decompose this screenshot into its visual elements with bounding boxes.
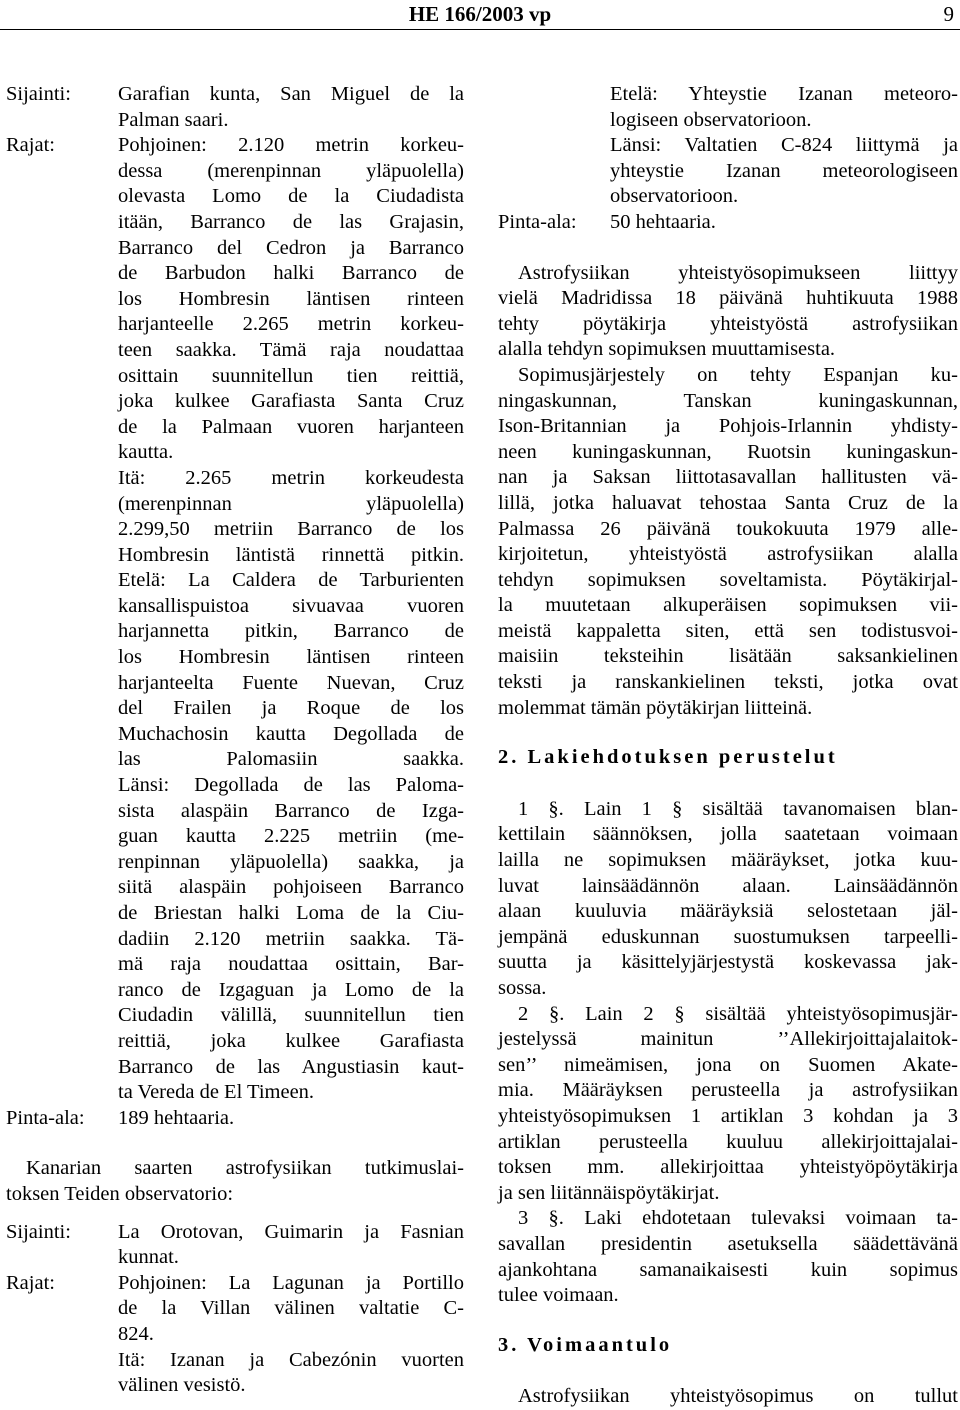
text-line: Hombresin läntistä rinnettä pitkin. — [118, 543, 464, 566]
text-line: kansallispuistoa sivuavaa vuoren — [118, 594, 464, 617]
text-line: harjanteelle 2.265 metrin korkeu- — [118, 313, 464, 336]
text-line: 1 §. Lain 1 § sisältää tavanomaisen blan- — [518, 797, 958, 820]
text-line: alaan kuuluvia määräyksiä selostetaan jäl- — [498, 900, 958, 923]
sijainti-row-1 — [6, 82, 464, 133]
text-line: siitä alaspäin pohjoiseen Barranco — [118, 876, 464, 899]
text-line: harjannetta pitkin, Barranco de — [118, 620, 464, 643]
section-heading-2: 2. Lakiehdotuksen perustelut — [498, 746, 838, 769]
text-line: suutta ja käsittelyjärjestystä koskevassa jak- — [498, 951, 958, 974]
rajat-value — [118, 1271, 464, 1399]
text-line: yhteystie Izanan meteorologiseen — [610, 159, 958, 182]
text-line: sen’’ nimeämisen, jona on Suomen Akate- — [498, 1053, 958, 1076]
text-line: osittain suunnitellun tien reittiä, — [118, 364, 464, 387]
etela-row — [498, 82, 958, 133]
pinta-ala-row — [498, 210, 958, 236]
text-line: reittiä, joka kulkee Garafiasta — [118, 1029, 464, 1052]
text-line: guan kautta 2.225 metriin (me- — [118, 825, 464, 848]
text-line: mia. Määräyksen perusteella ja astrofysiikan — [498, 1079, 958, 1102]
text-line: Muchachosin kautta Degollada de — [118, 722, 464, 745]
text-line: dessa (merenpinnan yläpuolella) — [118, 159, 464, 182]
text-line: jempänä eduskunnan suostumuksen tarpeelli- — [498, 925, 958, 948]
text-line: 2 §. Lain 2 § sisältää yhteistyösopimusjär- — [518, 1002, 958, 1025]
text-line: Pohjoinen: 2.120 metrin korkeu- — [118, 134, 464, 157]
rajat-row-2 — [6, 1271, 464, 1399]
text-line: itään, Barranco de las Grajasin, — [118, 210, 464, 233]
text-line: tulee voimaan. — [498, 1284, 619, 1307]
text-line: ranco de Izgaguan ja Lomo de la — [118, 978, 464, 1001]
text-line: Astrofysiikan yhteistyösopimus on tullut — [518, 1385, 958, 1408]
text-line: kettilain säännöksen, jolla saatetaan voimaan — [498, 823, 958, 846]
right-column — [498, 82, 958, 1410]
document-id: HE 166/2003 vp — [408, 2, 552, 26]
observatory-intro — [6, 1156, 464, 1207]
text-line: alalla tehdyn sopimuksen muuttamisesta. — [498, 338, 836, 361]
text-line: Etelä: Yhteystie Izanan meteoro- — [610, 83, 958, 105]
text-line: Itä: 2.265 metrin korkeudesta — [118, 466, 464, 489]
pinta-ala-row-1 — [6, 1106, 464, 1132]
text-line: Barranco de las Angustiasin kaut- — [118, 1055, 464, 1078]
text-line: kunnat. — [118, 1246, 179, 1269]
text-line: Astrofysiikan yhteistyösopimukseen liittyy — [518, 261, 958, 284]
text-line: yhteistyösopimuksen 1 artiklan 3 kohdan ja 3 — [498, 1104, 958, 1127]
text-line: toksen mm. allekirjoittaa yhteistyöpöytäkirja — [498, 1156, 958, 1179]
text-line: las Palomasiin saakka. — [118, 748, 464, 771]
text-line: Barranco del Cedron ja Barranco — [118, 236, 464, 259]
text-line: Etelä: La Caldera de Tarburienten — [118, 569, 464, 592]
paragraph-arrangement — [498, 363, 958, 721]
text-line: maisiin teksteihin lisätään saksankielinen — [498, 645, 958, 668]
sijainti-value — [118, 1220, 464, 1271]
pinta-ala-value: 189 hehtaaria. — [118, 1106, 235, 1129]
sijainti-label: Sijainti: — [6, 83, 71, 105]
text-line: vielä Madridissa 18 päivänä huhtikuuta 1988 — [498, 287, 958, 310]
text-line: los Hombresin läntisen rinteen — [118, 646, 464, 669]
text-line: dadiin 2.120 metriin saakka. Tä- — [118, 927, 464, 950]
text-line: de la Palmaan vuoren harjanteen — [118, 415, 464, 438]
text-line: Länsi: Valtatien C-824 liittymä ja — [610, 134, 958, 157]
pinta-ala-label: Pinta-ala: — [6, 1106, 85, 1129]
text-line: los Hombresin läntisen rinteen — [118, 287, 464, 310]
text-line: ja sen liitännäispöytäkirjat. — [498, 1181, 720, 1204]
text-line: tehty pöytäkirja yhteistyöstä astrofysiikan — [498, 312, 958, 335]
text-line: olevasta Lomo de la Ciudadista — [118, 185, 464, 208]
text-line: teen saakka. Tämä raja noudattaa — [118, 338, 464, 361]
text-line: Sopimusjärjestely on tehty Espanjan ku- — [518, 363, 958, 386]
lansi-value — [610, 133, 958, 210]
rajat-label: Rajat: — [6, 1271, 55, 1294]
text-line: sossa. — [498, 977, 547, 999]
text-line: ajankohtana samanaikaisesti kuin sopimus — [498, 1258, 958, 1281]
etela-value — [610, 82, 958, 133]
rajat-label: Rajat: — [6, 134, 55, 157]
text-line: Palmassa 26 päivänä toukokuuta 1979 alle- — [498, 517, 958, 540]
text-line: Länsi: Degollada de las Paloma- — [118, 774, 464, 797]
text-line: luvat lainsäädännön alaan. Lainsäädännön — [498, 874, 958, 897]
section-3-paragraph — [498, 1206, 958, 1308]
text-line: nan ja Saksan liittotasavallan hallitusten vä- — [498, 466, 958, 489]
text-line: La Orotovan, Guimarin ja Fasnian — [118, 1220, 464, 1243]
page-header — [0, 0, 960, 30]
text-line: de Briestan halki Loma de la Ciu- — [118, 902, 464, 924]
page-number: 9 — [943, 2, 954, 26]
text-line: välinen vesistö. — [118, 1374, 246, 1397]
text-line: 824. — [118, 1322, 154, 1345]
text-line: neen kuningaskunnan, Ruotsin kuningaskun- — [498, 440, 958, 463]
section-1-paragraph — [498, 797, 958, 1002]
sijainti-value — [118, 82, 464, 133]
sijainti-label: Sijainti: — [6, 1220, 71, 1243]
text-line: jestelyssä mainitun ’’Allekirjoittajalaitok- — [498, 1028, 958, 1051]
text-line: la muutetaan alkuperäisen sopimuksen vii- — [498, 594, 958, 617]
final-paragraph — [498, 1384, 958, 1410]
sijainti-row-2 — [6, 1220, 464, 1271]
text-line: de la Villan välinen valtatie C- — [118, 1297, 464, 1320]
text-line: joka kulkee Garafiasta Santa Cruz — [118, 390, 464, 413]
lansi-row — [498, 133, 958, 210]
text-line: teksti ja ranskankielinen teksti, jotka ovat — [498, 671, 958, 694]
text-line: kirjoitetun, yhteistyöstä astrofysiikan alalla — [498, 543, 958, 566]
text-line: toksen Teiden observatorio: — [6, 1182, 234, 1205]
text-line: Garafian kunta, San Miguel de la — [118, 83, 464, 105]
text-line: observatorioon. — [610, 185, 739, 208]
text-line: savallan presidentin asetuksella säädettävänä — [498, 1232, 958, 1255]
text-line: (merenpinnan yläpuolella) — [118, 492, 464, 515]
text-line: kautta. — [118, 441, 174, 464]
text-line: meistä kappaletta siten, että sen todistusvoi- — [498, 619, 958, 642]
text-line: sista alaspäin Barranco de Izga- — [118, 799, 464, 822]
text-line: ta Vereda de El Timeen. — [118, 1081, 315, 1104]
text-line: renpinnan yläpuolella) saakka, ja — [118, 850, 464, 873]
text-line: Pohjoinen: La Lagunan ja Portillo — [118, 1271, 464, 1294]
left-column — [6, 82, 464, 1399]
text-line: 2.299,50 metriin Barranco de los — [118, 518, 464, 541]
rajat-value — [118, 133, 464, 1106]
text-line: Ison-Britannian ja Pohjois-Irlannin yhdisty- — [498, 415, 958, 438]
text-line: de Barbudon halki Barranco de — [118, 262, 464, 285]
paragraph-protocol — [498, 261, 958, 363]
rajat-row-1 — [6, 133, 464, 1106]
pinta-ala-label: Pinta-ala: — [498, 210, 577, 233]
text-line: tehdyn sopimuksen soveltamista. Pöytäkirjal- — [498, 568, 958, 591]
pinta-ala-value: 50 hehtaaria. — [610, 210, 716, 233]
text-line: artiklan perusteella kuuluu allekirjoittajalai- — [498, 1130, 958, 1153]
text-line: molemmat tämän pöytäkirjan liitteinä. — [498, 696, 813, 719]
text-line: ningaskunnan, Tanskan kuningaskunnan, — [498, 389, 958, 412]
text-line: Kanarian saarten astrofysiikan tutkimuslai- — [26, 1157, 464, 1180]
text-line: Itä: Izanan ja Cabezónin vuorten — [118, 1348, 464, 1371]
text-line: 3 §. Laki ehdotetaan tulevaksi voimaan ta- — [518, 1207, 958, 1230]
text-line: lailla ne sopimuksen määräykset, jotka kuu- — [498, 849, 958, 872]
text-line: lillä, jotka haluavat tehostaa Santa Cruz de la — [498, 491, 958, 514]
section-2-paragraph — [498, 1002, 958, 1207]
text-line: harjanteelta Fuente Nuevan, Cruz — [118, 671, 464, 694]
text-line: Ciudadin välillä, suunnitellun tien — [118, 1004, 464, 1027]
section-heading-3: 3. Voimaantulo — [498, 1333, 673, 1356]
text-line: del Frailen ja Roque de los — [118, 697, 464, 720]
text-line: Palman saari. — [118, 108, 229, 131]
text-line: mä raja noudattaa osittain, Bar- — [118, 953, 464, 976]
text-line: logiseen observatorioon. — [610, 108, 812, 131]
